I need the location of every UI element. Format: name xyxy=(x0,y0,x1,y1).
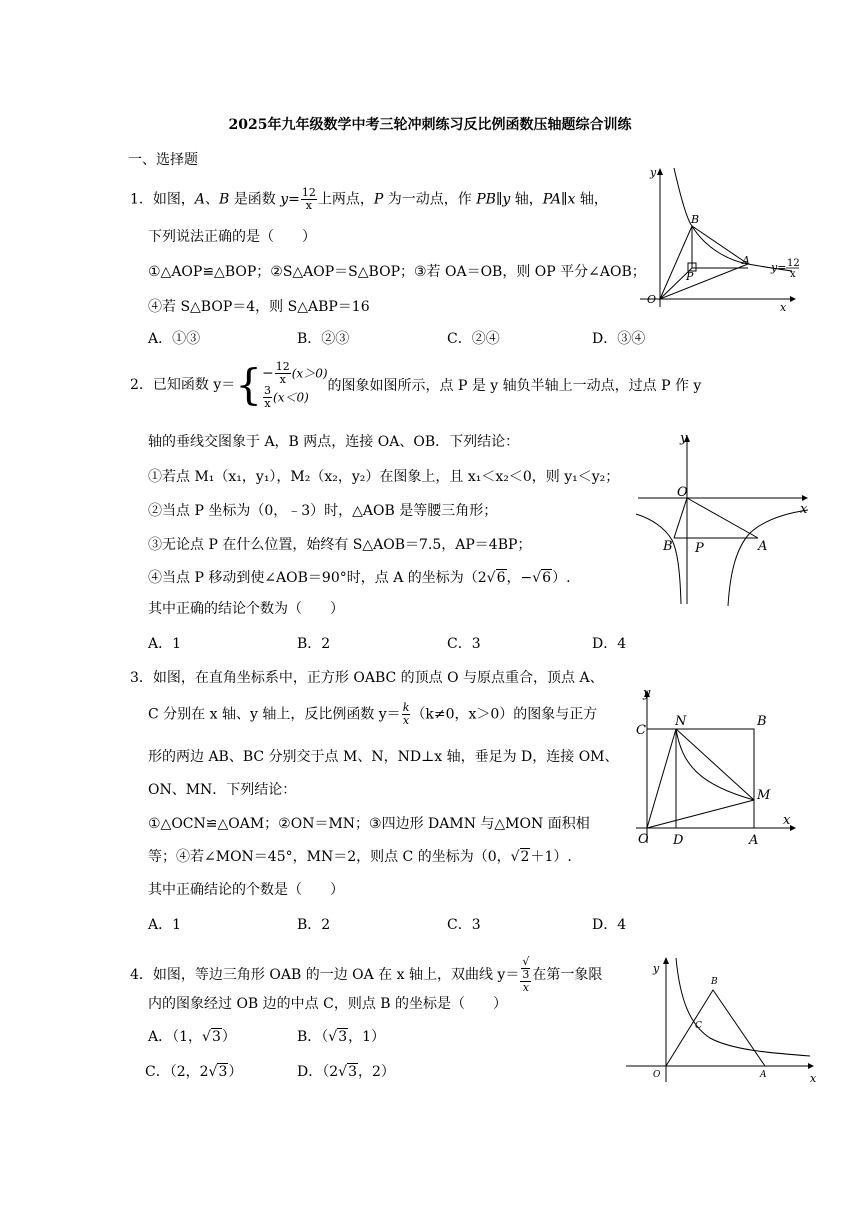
q1-frac-num: 12 xyxy=(301,186,316,199)
q3-option-d[interactable]: D．4 xyxy=(592,917,627,933)
q3-text: 等；④若∠MON＝45°，MN＝2，则点 C 的坐标为（0， xyxy=(148,849,511,865)
q1-text: 轴， xyxy=(575,191,608,208)
q1-triangle xyxy=(660,226,748,299)
q1-y-axis: y xyxy=(502,191,511,208)
q2-piece-2 xyxy=(262,385,328,409)
q2-s4-text: ）. xyxy=(552,570,571,586)
q2-piece-1 xyxy=(262,361,328,385)
q1-x-axis: x xyxy=(567,191,576,208)
q3-stem-line2 xyxy=(148,702,597,727)
q4-text: 如图，等边三角形 OAB 的一边 OA 在 x 轴上，双曲线 y＝ xyxy=(152,967,520,983)
q1-x-arrow-icon xyxy=(790,296,796,302)
q4-opt-text: ） xyxy=(228,1064,243,1080)
q2-fig-p: P xyxy=(695,541,704,556)
q1-option-d[interactable]: D．③④ xyxy=(592,331,646,347)
q2-pre: 已知函数 y＝ xyxy=(152,377,236,393)
q1-fig-o: O xyxy=(647,293,657,306)
q1-parallel: ∥ xyxy=(561,191,568,208)
q1-fig-curve-num: 12 xyxy=(787,258,800,269)
q4-triangle xyxy=(666,990,765,1066)
q4-fig-c: C xyxy=(695,1021,702,1031)
q4-fig-o: O xyxy=(653,1070,661,1080)
q1-option-c[interactable]: C．②④ xyxy=(447,331,500,347)
q2-frac-2-den: x xyxy=(264,397,271,410)
q2-fig-b: B xyxy=(663,539,673,554)
q4-x-arrow-icon xyxy=(808,1063,814,1069)
q2-option-c[interactable]: C．3 xyxy=(447,636,481,652)
q3-fig-b: B xyxy=(757,714,767,729)
q2-frac-2-num: 3 xyxy=(264,384,272,397)
q4-opt-text: ，2） xyxy=(357,1064,395,1080)
q2-fig-o: O xyxy=(677,485,688,500)
q1-options xyxy=(148,328,668,348)
q4-opt-text: A．（1， xyxy=(148,1029,203,1045)
q3-options xyxy=(148,914,668,934)
q3-stem-line3: 形的两边 AB、BC 分别交于点 M、N，ND⊥x 轴，垂足为 D，连接 OM、 xyxy=(148,749,619,765)
q4-opt-text: C．（2，2 xyxy=(145,1064,209,1080)
q1-y: y xyxy=(280,191,289,208)
q2-brace: { xyxy=(235,360,263,409)
q2-statement-3: ③无论点 P 在什么位置，始终有 S△AOB＝7.5，AP＝4BP； xyxy=(148,537,532,553)
q2-post: 的图象如图所示，点 P 是 y 轴负半轴上一动点，过点 P 作 y xyxy=(327,378,702,394)
q3-x-arrow-icon xyxy=(790,825,796,831)
q1-point-b: B xyxy=(219,191,230,208)
q1-figure xyxy=(630,163,806,311)
q1-fig-curve-label: y= xyxy=(771,261,787,274)
q4-frac-den: x xyxy=(522,981,529,994)
q1-fig-b: B xyxy=(691,213,700,226)
q1-parallel: ∥ xyxy=(495,191,503,208)
q4-text: 在第一象限 xyxy=(532,967,603,983)
q4-y-arrow-icon xyxy=(663,957,669,964)
q4-frac-num: √ 3 xyxy=(522,955,530,981)
q3-fig-c: C xyxy=(636,723,646,738)
q3-statement-line5: ①△OCN≌△OAM；②ON＝MN；③四边形 DAMN 与△MON 面积相 xyxy=(148,816,590,832)
q1-fig-y: y xyxy=(650,166,657,179)
q2-right-branch xyxy=(728,510,808,606)
q3-figure xyxy=(630,685,805,850)
q2-frac-1-den: x xyxy=(279,373,286,386)
q2-option-b[interactable]: B．2 xyxy=(297,636,331,652)
q2-piecewise xyxy=(262,361,328,409)
q2-oa-line xyxy=(687,498,758,538)
q1-fig-x: x xyxy=(780,301,787,311)
q1-point-p: P xyxy=(373,191,384,208)
q4-opt-text: D．（2 xyxy=(297,1064,339,1080)
q2-s4-text: ，− xyxy=(506,570,533,586)
q3-mn-line xyxy=(676,729,754,800)
q2-stem-line2: 轴的垂线交图象于 A，B 两点，连接 OA、OB．下列结论： xyxy=(148,434,520,450)
q2-figure xyxy=(630,428,820,608)
q3-option-c[interactable]: C．3 xyxy=(447,917,481,933)
q4-figure xyxy=(620,950,820,1090)
q4-stem-line2: 内的图象经过 OB 边的中点 C，则点 B 的坐标是（ ） xyxy=(148,996,508,1012)
q4-opt-radicand: 3 xyxy=(211,1029,221,1045)
q1-pa: PA xyxy=(542,191,562,208)
q3-text: （k≠0，x＞0）的图象与正方 xyxy=(411,706,598,723)
q3-number: 3． xyxy=(130,670,153,686)
q3-radicand: 2 xyxy=(520,849,530,865)
q1-fig-p: P xyxy=(686,270,694,283)
q3-fig-x: x xyxy=(783,813,791,828)
q3-fig-d: D xyxy=(673,833,684,848)
q2-statement-2: ②当点 P 坐标为（0，﹣3）时，△AOB 是等腰三角形； xyxy=(148,503,498,519)
q3-text: C 分别在 x 轴、y 轴上，反比例函数 y＝ xyxy=(148,706,401,723)
q2-statement-1: ①若点 M₁（x₁，y₁），M₂（x₂，y₂）在图象上，且 x₁＜x₂＜0，则 y₁＜y₂； xyxy=(148,469,620,485)
q3-fig-y: y xyxy=(643,686,651,701)
q3-option-b[interactable]: B．2 xyxy=(297,917,331,933)
q4-opt-radicand: 3 xyxy=(348,1064,357,1080)
q4-curve xyxy=(676,958,810,1056)
q4-fraction xyxy=(520,956,531,994)
q4-fig-b: B xyxy=(711,977,718,987)
q1-eq: = xyxy=(288,191,300,208)
q1-option-a[interactable]: A．①③ xyxy=(148,331,201,347)
q1-frac-den: x xyxy=(305,199,313,212)
q3-square xyxy=(647,729,754,828)
q1-statement-1: ①△AOP≌△BOP；②S△AOP＝S△BOP；③若 OA＝OB，则 OP 平分∠AOB； xyxy=(148,264,646,280)
q3-on-line xyxy=(647,729,676,828)
q3-fig-a: A xyxy=(749,833,759,848)
q3-om-line xyxy=(647,800,754,828)
q4-option-a[interactable]: A．（1，√3） xyxy=(148,1029,236,1045)
q2-fig-y: y xyxy=(680,431,688,446)
q2-number: 2． xyxy=(130,377,153,393)
q1-fraction xyxy=(301,187,317,212)
q4-frac-radicand: 3 xyxy=(522,968,530,981)
q3-frac-den: x xyxy=(402,714,410,727)
q3-fig-o: O xyxy=(638,832,649,847)
q3-statement-line6: 等；④若∠MON＝45°，MN＝2，则点 C 的坐标为（0，√2＋1）. xyxy=(148,849,572,865)
q1-pb: PB xyxy=(476,191,496,208)
q3-fig-n: N xyxy=(675,714,687,729)
q2-s4-text: ④当点 P 移动到使∠AOB＝90°时，点 A 的坐标为（2 xyxy=(148,570,487,586)
q2-frac-2 xyxy=(263,385,272,410)
q3-stem-line1 xyxy=(130,667,604,687)
q1-text: 如图， xyxy=(152,191,195,208)
q1-fig-curve-den: x xyxy=(790,269,796,280)
q1-option-b[interactable]: B．②③ xyxy=(297,331,350,347)
q2-left-branch xyxy=(636,514,681,604)
q4-option-c[interactable]: C．（2，2√3） xyxy=(145,1064,243,1080)
q4-opt-text: ） xyxy=(221,1029,236,1045)
q3-text: ＋1）. xyxy=(530,849,572,865)
q4-opt-text: ，1） xyxy=(348,1029,386,1045)
q3-question-line: 其中正确结论的个数是（ ） xyxy=(148,882,344,898)
q4-opt-radicand: 3 xyxy=(218,1064,228,1080)
q2-cond-1: (x＞0) xyxy=(291,366,328,381)
q2-fig-x: x xyxy=(800,502,808,517)
q2-fig-a: A xyxy=(758,539,768,554)
q1-text: 轴， xyxy=(510,191,543,208)
q3-text: 如图，在直角坐标系中，正方形 OABC 的顶点 O 与原点重合，顶点 A、 xyxy=(152,670,604,686)
q1-statement-2: ④若 S△BOP＝4，则 S△ABP＝16 xyxy=(148,299,370,315)
q1-point-a: A xyxy=(194,191,206,208)
q3-fig-m: M xyxy=(757,788,771,803)
q4-option-d[interactable]: D．（2√3，2） xyxy=(297,1064,395,1080)
q2-frac-1-num: 12 xyxy=(275,360,290,373)
q2-s4-radicand-1: 6 xyxy=(496,570,506,586)
q3-option-a[interactable]: A．1 xyxy=(148,917,182,933)
q4-fig-y: y xyxy=(653,962,660,975)
q2-stem-line1 xyxy=(130,361,701,409)
q4-fig-x: x xyxy=(810,1072,817,1085)
q2-frac-1 xyxy=(275,361,291,386)
q2-x-arrow-icon xyxy=(802,495,808,501)
section-heading: 一、选择题 xyxy=(128,152,198,168)
q1-text: 为一动点，作 xyxy=(383,191,477,208)
q1-text: 是函数 xyxy=(229,191,281,208)
q2-s4-radicand-2: 6 xyxy=(542,570,552,586)
q2-question-line: 其中正确的结论个数为（ ） xyxy=(148,601,344,617)
q1-number: 1． xyxy=(130,191,153,208)
q1-stem-line1 xyxy=(130,187,608,212)
q4-stem-line1 xyxy=(130,956,602,994)
q2-cond-2: (x＜0) xyxy=(273,390,309,405)
q1-text: 上两点， xyxy=(317,191,374,208)
q3-stem-line4: ON、MN．下列结论： xyxy=(148,782,297,798)
q2-ob-line xyxy=(674,498,687,538)
q3-fraction xyxy=(402,702,411,727)
q1-y-arrow-icon xyxy=(657,168,663,175)
q2-minus: − xyxy=(262,365,274,382)
q1-fig-a: A xyxy=(742,254,750,267)
q1-text: 、 xyxy=(205,191,220,208)
q2-option-a[interactable]: A．1 xyxy=(148,636,182,652)
q3-frac-num: k xyxy=(402,701,410,714)
q4-number: 4． xyxy=(130,967,153,983)
q2-statement-4: ④当点 P 移动到使∠AOB＝90°时，点 A 的坐标为（2√6，−√6）. xyxy=(148,570,571,586)
q4-fig-a: A xyxy=(760,1070,767,1080)
q2-option-d[interactable]: D．4 xyxy=(592,636,627,652)
page-title: 2025年九年级数学中考三轮冲刺练习反比例函数压轴题综合训练 xyxy=(228,117,632,133)
q1-stem-line2: 下列说法正确的是（ ） xyxy=(148,229,316,245)
q4-opt-text: B．（ xyxy=(297,1029,329,1045)
q4-opt-radicand: 3 xyxy=(338,1029,348,1045)
q4-option-b[interactable]: B．（√3，1） xyxy=(297,1029,386,1045)
q2-options xyxy=(148,633,668,653)
